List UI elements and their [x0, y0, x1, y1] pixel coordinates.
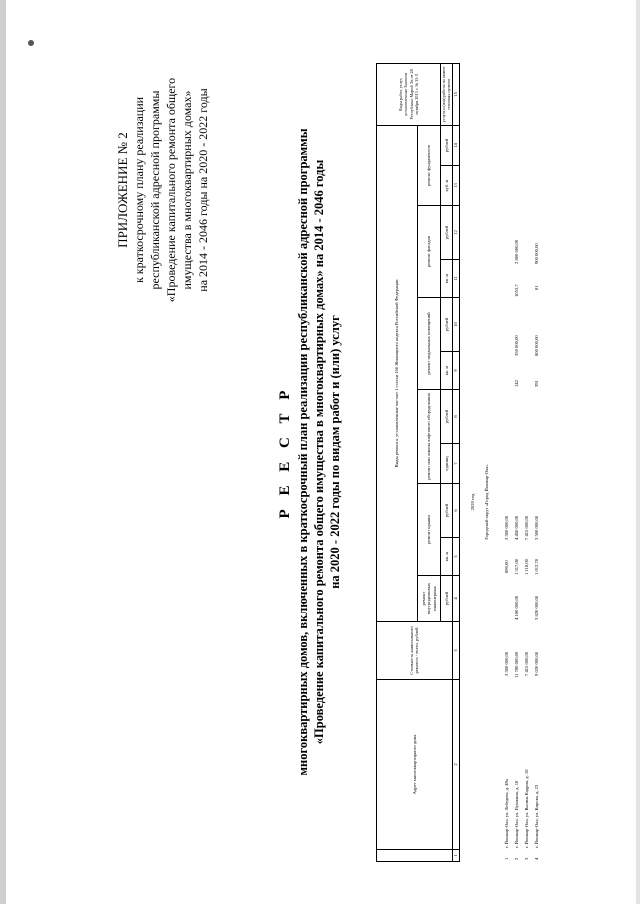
header-address: Адрес многоквартирного дома	[377, 680, 453, 850]
unit-cell: рублей	[441, 576, 453, 622]
row-roof-sqm: 1 118,00	[524, 559, 529, 575]
row-roof-sqm: 1 317,00	[514, 558, 519, 575]
col-number: 5	[452, 538, 459, 576]
row-total: 7 415 000,00	[524, 651, 529, 676]
row-number: 4	[534, 857, 539, 860]
row-number: 1	[504, 857, 509, 860]
unit-cell: рублей	[441, 125, 453, 165]
register-title-line: на 2020 - 2022 годы по видам работ и (или) услуг	[328, 315, 342, 589]
header-roof: ремонт крыши	[418, 484, 441, 576]
row-internal: 3 820 000,00	[534, 595, 539, 620]
header-heat-points: услуги и (или) работы по замене тепловых пунктов	[441, 63, 453, 125]
section-district: Городской округ «Город Йошкар-Ола»	[484, 464, 489, 540]
col-number: 12	[452, 206, 459, 260]
appendix-line: к краткосрочному плану реализации	[132, 96, 146, 284]
register-title-line: многоквартирных домов, включенных в краткосрочный план реализации республиканской адресной программы	[296, 128, 310, 776]
unit-cell: рублей	[441, 390, 453, 444]
row-roof-rub: 3 500 000,00	[534, 515, 539, 540]
row-total: 9 020 000,00	[534, 651, 539, 676]
row-roof-rub: 4 450 000,00	[514, 515, 519, 540]
col-number: 8	[452, 390, 459, 444]
row-address: г. Йошкар-Ола, ул. Кирова, д. 23	[534, 784, 539, 848]
col-number: 14	[452, 125, 459, 165]
row-roof-rub: 3 500 000,00	[504, 515, 509, 540]
row-basement-sqm: 391	[534, 380, 539, 387]
appendix-line: «Проведение капитального ремонта общего	[164, 77, 178, 303]
row-facade-rub: 900 000,00	[534, 243, 539, 264]
col-number: 3	[452, 622, 459, 680]
unit-cell: куб. м	[441, 166, 453, 206]
header-internal: ремонт внутридомовых инженерных	[418, 576, 441, 622]
header-regional-group: Виды работ, услуг, установленные Законом Республики Марий Эл от 28 октября 2013 г. № 35-З	[377, 63, 441, 125]
row-total: 11 780 000,00	[514, 651, 519, 678]
row-facade-sqm: 81	[534, 285, 539, 290]
row-number: 3	[524, 857, 529, 860]
col-number: 13	[452, 166, 459, 206]
appendix-line: республиканской адресной программы	[148, 90, 162, 290]
row-total: 3 500 000,00	[504, 651, 509, 676]
row-roof-sqm: 890,00	[504, 560, 509, 573]
section-year: 2020 год	[470, 493, 475, 511]
header-cell-number	[377, 850, 453, 862]
row-basement-rub: 350 000,00	[514, 335, 519, 356]
col-number: 11	[452, 260, 459, 298]
row-internal: 4 180 000,00	[514, 595, 519, 620]
row-address: г. Йошкар-Ола, ул. Васина Кадрия, д. 18	[524, 769, 529, 848]
row-address: г. Йошкар-Ола, ул. Пушкина, д. 18	[514, 780, 519, 848]
header-total-cost: Стоимость капитального ремонта - всего, рублей	[377, 622, 453, 680]
unit-cell: кв. м	[441, 538, 453, 576]
column-number-row	[452, 63, 459, 861]
col-number: 9	[452, 352, 459, 390]
register-heading: Р Е Е С Т Р	[277, 385, 293, 519]
header-elevator: ремонт или замена лифтового оборудования	[418, 390, 441, 484]
header-art166-group: Виды ремонта, установленные частью 1 статьи 166 Жилищного кодекса Российской Федерации	[377, 125, 418, 621]
row-address: г. Йошкар-Ола, ул. Лебедева, д. 49а	[504, 779, 509, 848]
col-number: 10	[452, 298, 459, 352]
appendix-line: на 2014 - 2046 годы на 2020 - 2022 годы	[196, 88, 210, 292]
row-basement-rub: 800 000,00	[534, 335, 539, 356]
col-number: 1	[452, 850, 459, 862]
unit-cell: единиц	[441, 444, 453, 484]
appendix-block	[115, 40, 211, 340]
header-facade: ремонт фасадов	[418, 206, 441, 298]
unit-cell: кв. м	[441, 260, 453, 298]
row-facade-rub: 2 800 000,00	[514, 239, 519, 264]
table-header-row	[377, 63, 418, 861]
row-roof-sqm: 1 012,70	[534, 558, 539, 575]
register-title-line: «Проведение капитального ремонта общего имущества в многоквартирных домах» на 2014 - 2046 годы	[312, 159, 326, 745]
unit-cell: рублей	[441, 206, 453, 260]
header-basement: ремонт подвальных помещений	[418, 298, 441, 390]
appendix-line: имущества в многоквартирных домах»	[180, 90, 194, 290]
row-roof-rub: 7 415 000,00	[524, 515, 529, 540]
register-table	[376, 63, 460, 862]
appendix-heading: ПРИЛОЖЕНИЕ № 2	[115, 132, 130, 248]
scan-mark	[28, 40, 34, 46]
header-foundation: ремонт фундаментов	[418, 125, 441, 205]
row-number: 2	[514, 857, 519, 860]
col-number: 4	[452, 576, 459, 622]
col-number: 15	[452, 63, 459, 125]
col-number: 2	[452, 680, 459, 850]
register-title	[275, 0, 343, 904]
unit-cell: кв. м	[441, 352, 453, 390]
col-number: 7	[452, 444, 459, 484]
row-facade-sqm: 1053,7	[514, 284, 519, 297]
unit-cell: рублей	[441, 484, 453, 538]
row-basement-sqm: 142	[514, 380, 519, 387]
col-number: 6	[452, 484, 459, 538]
unit-cell: рублей	[441, 298, 453, 352]
